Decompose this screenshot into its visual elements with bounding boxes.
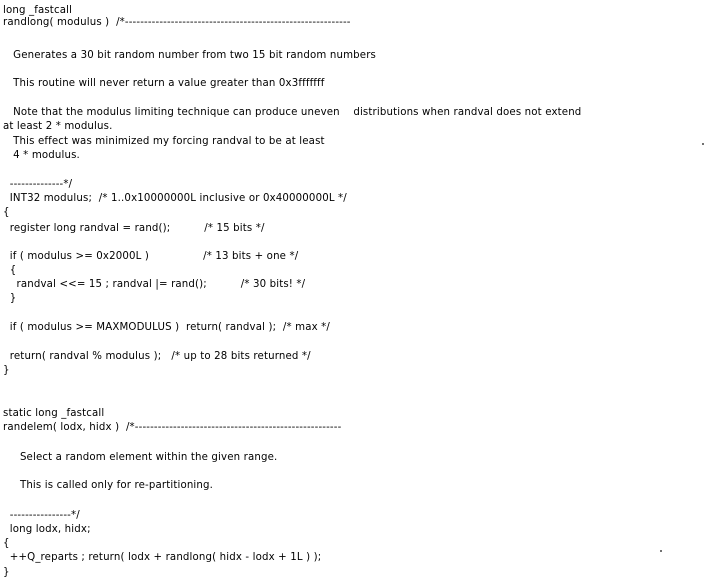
code-line: if ( modulus >= 0x2000L ) /* 13 bits + one */ <box>3 251 299 262</box>
code-line: 4 * modulus. <box>3 150 80 161</box>
code-line: at least 2 * modulus. <box>3 121 113 132</box>
code-line: long lodx, hidx; <box>3 524 91 535</box>
code-line: --------------*/ <box>3 179 73 190</box>
code-line: INT32 modulus; /* 1..0x10000000L inclusive or 0x40000000L */ <box>3 193 347 204</box>
code-line: Select a random element within the given range. <box>3 452 278 463</box>
code-line: long _fastcall <box>3 5 73 16</box>
code-line: ++Q_reparts ; return( lodx + randlong( hidx - lodx + 1L ) ); <box>3 552 322 563</box>
scan-speck <box>660 550 662 552</box>
code-line: } <box>3 293 17 304</box>
code-line: { <box>3 538 10 549</box>
code-line: randval <<= 15 ; randval |= rand(); /* 30 bits! */ <box>3 279 306 290</box>
code-line: This routine will never return a value greater than 0x3fffffff <box>3 78 325 89</box>
code-line: This is called only for re-partitioning. <box>3 480 214 491</box>
code-line: } <box>3 567 10 578</box>
code-line: { <box>3 265 17 276</box>
code-line: { <box>3 207 10 218</box>
code-line: static long _fastcall <box>3 408 105 419</box>
code-line: This effect was minimized my forcing randval to be at least <box>3 136 325 147</box>
code-line: randelem( lodx, hidx ) /*------------------------------------------------------ <box>3 422 342 433</box>
code-line: if ( modulus >= MAXMODULUS ) return( randval ); /* max */ <box>3 322 331 333</box>
code-line: ----------------*/ <box>3 510 80 521</box>
code-line: Generates a 30 bit random number from two 15 bit random numbers <box>3 50 376 61</box>
code-line: randlong( modulus ) /*----------------------------------------------------------- <box>3 17 351 28</box>
code-line: Note that the modulus limiting technique can produce uneven distributions when randval does not extend <box>3 107 582 118</box>
scan-speck <box>702 143 704 145</box>
code-line: } <box>3 365 10 376</box>
code-line: register long randval = rand(); /* 15 bits */ <box>3 223 265 234</box>
code-line: return( randval % modulus ); /* up to 28 bits returned */ <box>3 351 311 362</box>
